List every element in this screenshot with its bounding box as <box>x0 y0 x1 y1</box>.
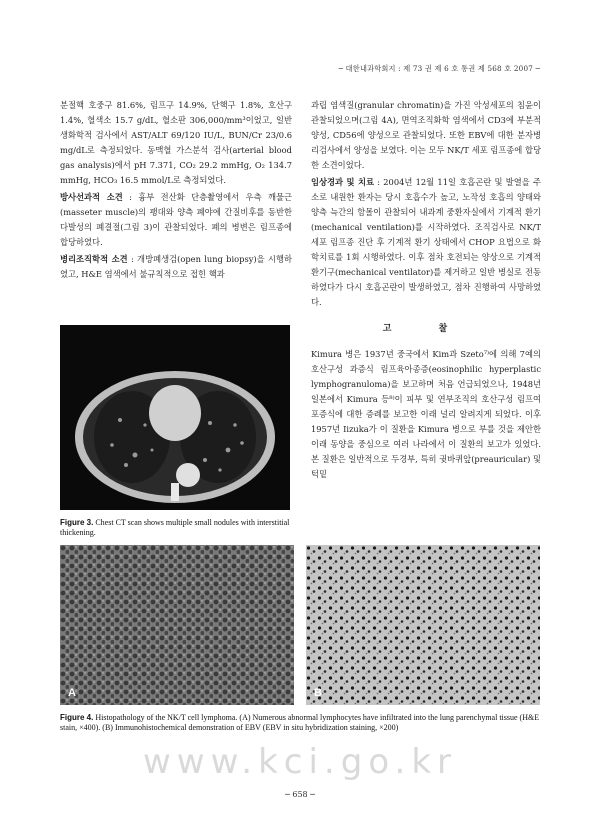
figure4-panel-b <box>306 545 540 705</box>
figure3-caption <box>60 518 292 538</box>
panel-label-b: B <box>314 687 322 699</box>
right-paragraph-1: 과립 염색질(granular chromatin)을 가진 악성세포의 침윤이 관찰되었으며(그림 4A), 면역조직화학 염색에서 CD3에 부분적 양성, CD56에 양성으로 관찰되었다. 또한 EBV에 대한 분자병리검사에서 양성을 보였다. 이는 모두 NK/T 세포 림프종에 합당한 소견이었다. <box>311 100 541 170</box>
radiology-text: : 흉부 전산화 단층촬영에서 우측 깨물근(masseter muscle)의 팽대와 양측 폐야에 간질비후를 동반한 다발성의 폐결절(그림 3)이 관찰되었다. 폐의 병변은 림프종에 합당하였다. <box>60 192 292 247</box>
figure3-ct-image <box>60 325 290 510</box>
figure4-caption <box>60 713 540 733</box>
right-column <box>311 98 541 482</box>
left-paragraph-1: 분절핵 호중구 81.6%, 림프구 14.9%, 단핵구 1.8%, 호산구 1.4%, 혈색소 15.7 g/dL, 혈소판 306,000/mm³이었고, 일반 생화학적 검사에서 AST/ALT 69/120 IU/L, BUN/Cr 23/0.6 mg/dL로 측정되었다. 동맥혈 가스분석 검사(arterial blood gas analysis)에서 pH 7.371, CO₂ 29.2 mmHg, O₂ 134.7 mmHg, HCO₃ 16.5 mmol/L로 측정되었다. <box>60 100 292 185</box>
section-title-discussion: 고 찰 <box>382 324 470 334</box>
figure4-label: Figure 4. <box>60 713 94 722</box>
he-stain-graphic <box>60 545 294 705</box>
clinical-course-text: : 2004년 12월 11일 호흡곤란 및 발열을 주소로 내원한 환자는 당시 호흡수가 높고, 노작성 호흡의 양태와 양측 늑간의 함몰이 관찰되어 내과계 중환자실에서 기계적 환기(mechanical ventilation)를 시작하였다. 조직검사로 NK/T 세포 림프종 진단 후 기계적 환기 상태에서 CHOP 요법으로 화학치료를 1회 시행하였다. 이후 점차 호전되는 양상으로 기계적 환기구(mechanical ventilator)를 제거하고 일반 병실로 전동하였다가 다시 호흡곤란이 발생하였고, 점차 진행하여 사망하였다. <box>311 177 541 307</box>
figure4-caption-text: Histopathology of the NK/T cell lymphoma. (A) Numerous abnormal lymphocytes have infiltrated into the lung parenchymal tissue (H&E stain, ×400). (B) Immunohistochemical demonstration of EBV (EBV in situ hybridization staining, ×200) <box>60 713 540 732</box>
pathology-text: : 개방폐생검(open lung biopsy)을 시행하였고, H&E 염색에서 불규칙적으로 접힌 핵과 <box>60 254 292 279</box>
ct-scan-graphic <box>60 325 290 510</box>
ebv-ish-graphic <box>306 545 540 705</box>
left-paragraph-2 <box>60 190 292 250</box>
right-paragraph-3: Kimura 병은 1937년 중국에서 Kim과 Szeto⁷⁾에 의해 7예의 호산구성 과증식 림프육아종증(eosinophilic hyperplastic lymphogranuloma)을 보고하며 처음 언급되었으나, 1948년 일본에서 Kimura 등⁸⁾이 피부 및 연부조직의 호산구성 림프여포증식에 대한 증례를 보고한 이래 널리 알려지게 되었다. 이후 1957년 Iizuka가 이 질환을 Kimura 병으로 부를 것을 제안한 이래 동양을 중심으로 여러 나라에서 이 질환의 보고가 있었다. 본 질환은 일반적으로 두경부, 특히 귓바퀴앞(preauricular) 및 턱밑 <box>311 349 541 479</box>
radiology-label: 방사선과적 소견 <box>60 192 123 202</box>
left-column <box>60 98 292 282</box>
clinical-course-label: 임상경과 및 치료 <box>311 177 375 187</box>
watermark: www.kci.go.kr <box>142 742 457 782</box>
figure4-panel-a <box>60 545 294 705</box>
panel-label-a: A <box>68 687 76 699</box>
pathology-label: 병리조직학적 소견 <box>60 254 128 264</box>
figure3-caption-text: Chest CT scan shows multiple small nodules with interstitial thickening. <box>60 518 290 537</box>
figure3-label: Figure 3. <box>60 518 94 527</box>
running-header: ─ 대한내과학회지 : 제 73 권 제 6 호 통권 제 568 호 2007 ─ <box>338 64 540 73</box>
left-paragraph-3 <box>60 252 292 282</box>
page-number: ─ 658 ─ <box>285 790 315 799</box>
right-paragraph-2 <box>311 175 541 310</box>
